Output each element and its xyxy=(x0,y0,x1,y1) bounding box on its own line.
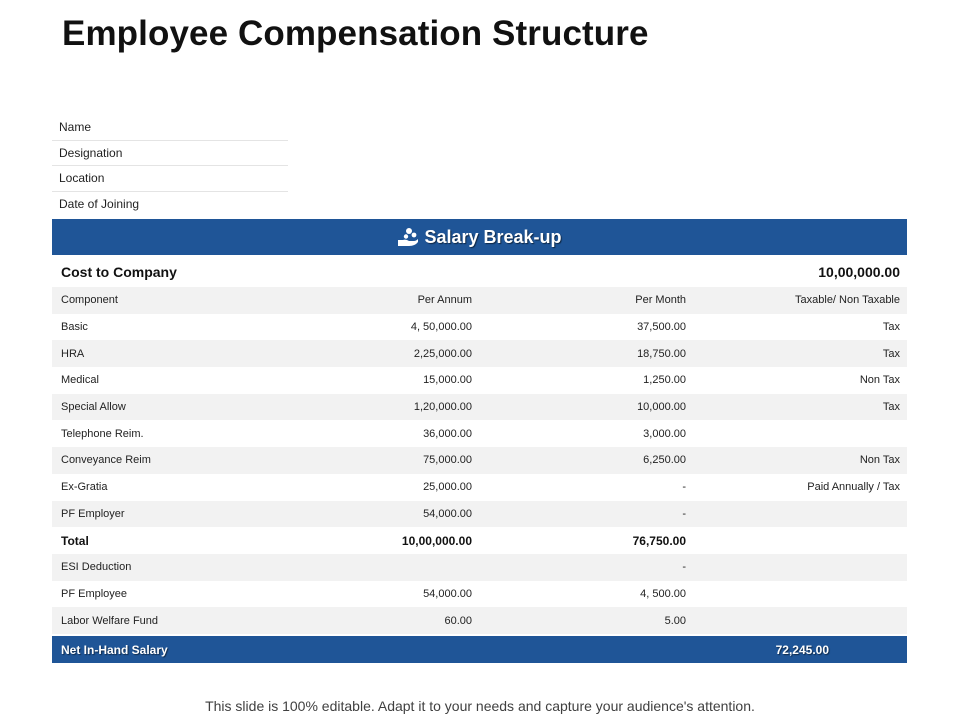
net-salary-label: Net In-Hand Salary xyxy=(61,642,168,657)
cell-per-annum: 1,20,000.00 xyxy=(413,401,472,414)
cell-component: ESI Deduction xyxy=(61,561,132,574)
cell-per-month: - xyxy=(682,507,686,520)
cell-per-month: 76,750.00 xyxy=(632,533,686,548)
info-joining-date-label: Date of Joining xyxy=(59,196,140,211)
cell-per-annum: 54,000.00 xyxy=(423,507,472,520)
cell-taxable: Non Tax xyxy=(859,374,900,387)
cell-per-month: 5.00 xyxy=(664,614,686,627)
ctc-label: Cost to Company xyxy=(61,263,177,280)
cell-component: Basic xyxy=(61,321,88,334)
cell-taxable: Tax xyxy=(882,347,900,360)
cell-per-month: 4, 500.00 xyxy=(640,587,686,600)
cell-taxable: Non Tax xyxy=(859,454,900,467)
cell-per-annum: 60.00 xyxy=(444,614,472,627)
cell-taxable: Paid Annually / Tax xyxy=(807,481,900,494)
table-row xyxy=(52,501,907,528)
cost-to-company-row xyxy=(52,258,907,285)
cell-per-month: - xyxy=(682,561,686,574)
net-salary-value: 72,245.00 xyxy=(775,642,829,657)
cell-per-month: 3,000.00 xyxy=(643,427,686,440)
cell-per-annum: 25,000.00 xyxy=(423,481,472,494)
cell-per-month: 6,250.00 xyxy=(643,454,686,467)
cell-per-month: - xyxy=(682,481,686,494)
footer-caption: This slide is 100% editable. Adapt it to your needs and capture your audience's attention. xyxy=(205,698,755,714)
table-row xyxy=(52,367,907,394)
cell-component: Conveyance Reim xyxy=(61,454,151,467)
info-location-label: Location xyxy=(52,166,288,192)
header-component: Component xyxy=(61,294,118,307)
salary-table xyxy=(52,287,907,634)
cell-per-month: 1,250.00 xyxy=(643,374,686,387)
cell-component: PF Employee xyxy=(61,587,128,600)
cell-component: HRA xyxy=(61,347,85,360)
cell-component: Telephone Reim. xyxy=(61,427,144,440)
employee-info-list xyxy=(52,115,288,217)
cell-component: Special Allow xyxy=(61,401,126,414)
header-per-month: Per Month xyxy=(635,294,686,307)
cell-component: Total xyxy=(61,533,89,548)
cell-taxable: Tax xyxy=(882,401,900,414)
header-taxable: Taxable/ Non Taxable xyxy=(795,294,900,307)
ctc-value: 10,00,000.00 xyxy=(818,263,900,280)
cell-component: Medical xyxy=(61,374,99,387)
cell-per-annum: 75,000.00 xyxy=(423,454,472,467)
salary-breakup-banner xyxy=(52,219,907,255)
table-row xyxy=(52,314,907,341)
table-row xyxy=(52,474,907,501)
cell-per-annum: 4, 50,000.00 xyxy=(410,321,472,334)
table-row xyxy=(52,340,907,367)
cell-per-month: 10,000.00 xyxy=(637,401,686,414)
page-title: Employee Compensation Structure xyxy=(62,14,649,53)
cell-component: Labor Welfare Fund xyxy=(61,614,159,627)
net-in-hand-salary-row xyxy=(52,636,907,663)
info-name-label: Name xyxy=(52,115,288,141)
cell-per-annum: 54,000.00 xyxy=(423,587,472,600)
cell-per-annum: 36,000.00 xyxy=(423,427,472,440)
cell-per-annum: 2,25,000.00 xyxy=(413,347,472,360)
cell-per-annum: 10,00,000.00 xyxy=(401,533,472,548)
banner-label: Salary Break-up xyxy=(424,226,562,247)
table-row xyxy=(52,581,907,608)
table-header-row xyxy=(52,287,907,314)
table-row xyxy=(52,607,907,634)
cell-per-annum: 15,000.00 xyxy=(423,374,472,387)
header-per-annum: Per Annum xyxy=(417,294,472,307)
table-row xyxy=(52,447,907,474)
cell-component: Ex-Gratia xyxy=(61,481,108,494)
table-row xyxy=(52,420,907,447)
table-row xyxy=(52,394,907,421)
cell-taxable: Tax xyxy=(882,321,900,334)
cell-per-month: 37,500.00 xyxy=(637,321,686,334)
info-designation-label: Designation xyxy=(52,141,288,167)
cell-component: PF Employer xyxy=(61,507,125,520)
money-hand-icon xyxy=(397,227,419,247)
table-row xyxy=(52,554,907,581)
cell-per-month: 18,750.00 xyxy=(637,347,686,360)
table-total-row xyxy=(52,527,907,554)
